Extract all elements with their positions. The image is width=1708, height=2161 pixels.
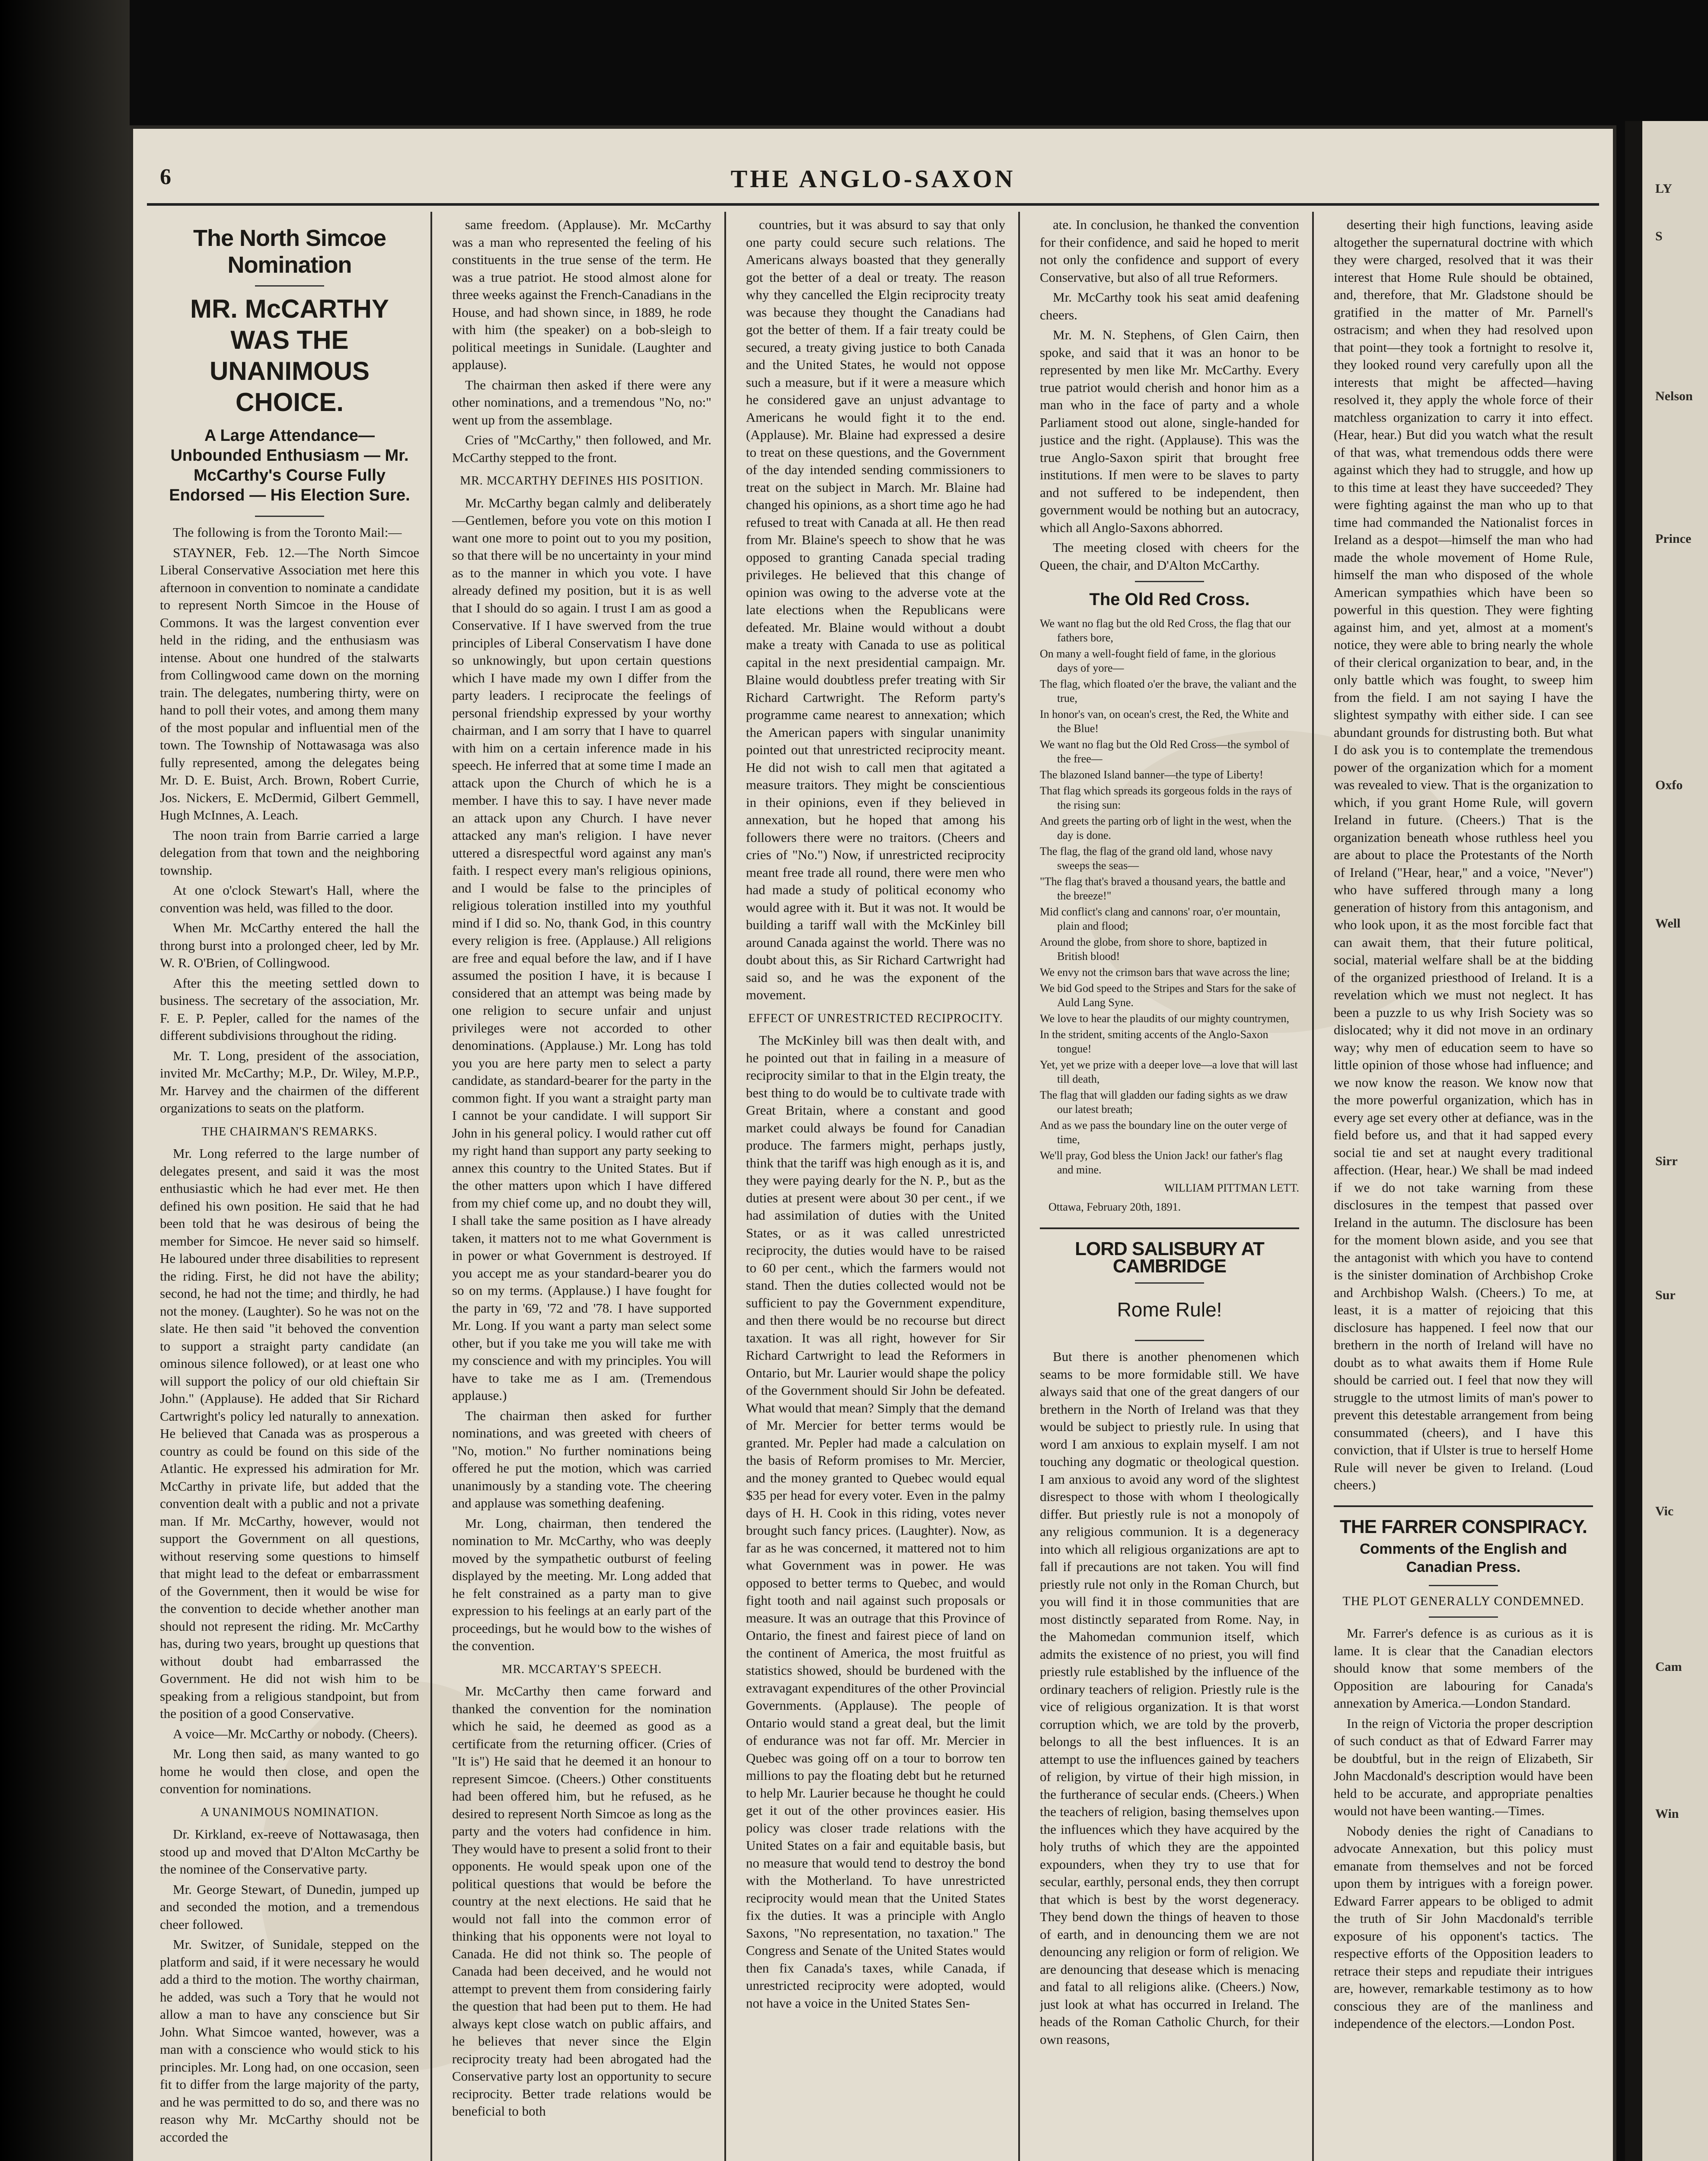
adjacent-fragment: Oxfo [1655,778,1683,792]
page-number: 6 [160,165,171,189]
newspaper-page [130,125,1616,2161]
divider [255,516,324,517]
paragraph: The chairman then asked if there were any other nominations, and a tremendous "No, no:" went up from the assemblage. [452,377,711,427]
adjacent-fragment: Nelson [1655,389,1693,403]
paragraph: The chairman then asked for further nominations, and was greeted with cheers of "No, motion." No further nominations being offered he put the motion, which was carried unanimously by a standing vote. The cheering and applause was something deafening. [452,1408,711,1511]
paragraph: deserting their high functions, leaving aside altogether the supernatural doctrine with which they were charged, resolved that it was their interest that Home Rule should be obtained, and, therefore, that Mr. Gladstone should be gratified in the matter of Mr. Parnell's ostracism; and when they had resolved upon that point—they took a fortnight to resolve it, they looked round very carefully upon all the interests that might be affected—having resolved it, they apply the whole force of their matchless organization to carry it into effect. (Hear, hear.) But did you watch what the result of that was, what tremendous odds there were against which they had to struggle, and how up to this time at least they have succeeded? They were fighting against the man who up to that time had commanded the Nationalist forces in Ireland as a despot—himself the man who had made the whole movement of Home Rule, himself the man who disposed of the whole American sympathies which have been so powerful in this question. They were fighting against him, and yet, almost at a moment's notice, they were able to bring nearly the whole of their clerical organization to bear, and, in the only battle which was fought, to sweep him from the field. I am not saying I have the slightest sympathy with either side. I can see abundant grounds for distrusting both. But what I do ask you is to contemplate the tremendous power of the organization which for a moment was revealed to view. That is the organization to which, if you grant Home Rule, will govern Ireland in future. (Cheers.) That is the organization beneath whose ruthless heel you are about to place the Protestants of the North of Ireland ("Hear, hear," and a voice, "Never") who have suffered through many a long generation of history from this antagonism, and who look upon, it as the most forcible fact that can await them, that their future political, social, material welfare shall be at the bidding of the organized priesthood of Ireland. It is a revelation which we must not neglect. It has been a puzzle to us why Irish Society was so dislocated; why it did not move in an ordinary way; why men of education seem to have so little opinion of those whose had influence; and we now know the reason. We know now that the more powerful organization, which has in every age set every other at defiance, was in the field before us, and that it had sapped every social tie and set at naught every traditional affection. (Hear, hear.) We shall be mad indeed if we do not take warning from these disclosures in the tempest that passed over Ireland in the autumn. The disclosure has been for the moment blown aside, and you see that the antagonist with which you have to contend is the sinister domination of Archbishop Croke and Archbishop Walsh. (Cheers.) To me, at least, it is a matter of rejoicing that this disclosure has happened. I feel now that our brethern in the north of Ireland will have no doubt as to what awaits them if Home Rule should be carried out. I feel that now they will struggle to the utmost limits of man's power to prevent this detestable arrangement from being consummated (cheers), and I have this conviction, that if Ulster is true to herself Home Rule will never be given to Ireland. (Loud cheers.) [1334,217,1593,1492]
adjacent-fragment: Sirr [1655,1154,1678,1168]
header-rule [147,203,1599,206]
poem-author: WILLIAM PITTMAN LETT. [1164,1181,1299,1194]
adjacent-fragment: Vic [1655,1504,1674,1518]
poem [1040,616,1299,1177]
adjacent-fragment: Cam [1655,1660,1682,1674]
article-headline: The North Simcoe Nomination [193,225,386,278]
divider [1135,1340,1204,1341]
paragraph: But there is another phenomenen which seams to be more formidable still. We have always said that one of the great dangers of our brethern in the North of Ireland was that they would be subject to priestly rule. In using that word I am anxious to explain myself. I am not touching any dogmatic or theological question. I am anxious to avoid any word of the slightest disrespect to those with whom I theologically differ. But priestly rule is not a monopoly of any religious communion. It is a degeneracy into which all religious organizations are apt to fall if precautions are not taken. You will find priestly rule not only in the Roman Church, but you will find it in those communities that are most distinctly separated from Rome. Nay, in the Mahomedan communion itself, which admits the existence of no priest, you will find priestly rule established by the influence of the ordinary teachers of religion. Priestly rule is the vice of religious organization. It is that worst corruption which, we are told by the proverb, belongs to all the best influences. It is an attempt to use the influences gained by teachers of religion, by virtue of their high mission, in the furtherance of secular ends. (Cheers.) When the teachers of religion, basing themselves upon the influences which they have acquired by the holy truths of which they are the appointed expounders, when they try to use that for secular, earthly, personal ends, they then corrupt that which is best by the worst degeneracy. They bend down the things of heaven to those of earth, and in denouncing them we are not denouncing any religion or form of religion. We are denouncing that desease which is menacing and fatal to all religions alike. (Cheers.) Now, just look at what has occurred in Ireland. The heads of the Roman Catholic Church, for their own reasons, [1040,1349,1299,2047]
poem-line: The flag, the flag of the grand old land, whose navy sweeps the seas— [1040,845,1273,872]
article-headline: THE FARRER CONSPIRACY. [1339,1516,1587,1537]
section-subhead: MR. MCCARTAY'S SPEECH. [501,1662,662,1676]
paragraph: At one o'clock Stewart's Hall, where the convention was held, was filled to the door. [160,883,419,915]
poem-line: We'll pray, God bless the Union Jack! our father's flag and mine. [1040,1149,1283,1176]
section-subhead: MR. MCCARTHY DEFINES HIS POSITION. [460,474,704,488]
section-rule [1040,1227,1299,1229]
adjacent-fragment: Prince [1655,532,1692,546]
paragraph: Dr. Kirkland, ex-reeve of Nottawasaga, then stood up and moved that D'Alton McCarthy be the nominee of the Conservative party. [160,1826,419,1877]
adjacent-fragment: Well [1655,916,1681,931]
adjacent-fragment: S [1655,229,1663,243]
poem-line: Around the globe, from shore to shore, baptized in British blood! [1040,935,1267,963]
section-subhead: THE CHAIRMAN'S REMARKS. [201,1125,378,1138]
paragraph: After this the meeting settled down to business. The secretary of the association, Mr. F. E. P. Pepler, called for the names of the different subdivisions throughout the riding. [160,975,419,1043]
poem-line: We want no flag but the Old Red Cross—the symbol of the free— [1040,738,1290,765]
column-rule [1018,212,1020,2161]
article-deck: Comments of the English and Canadian Press. [1360,1541,1567,1575]
column-5 [1334,216,1593,2161]
adjacent-fragment: Win [1655,1807,1679,1821]
poem-line: We want no flag but the old Red Cross, the flag that our fathers bore, [1040,617,1291,644]
paragraph: In the reign of Victoria the proper description of such conduct as that of Edward Farrer may be doubtful, but in the reign of Elizabeth, Sir John Macdonald's description would have been held to be accurate, and appropriate penalties would not have been wanting.—Times. [1334,1715,1593,1818]
paragraph: Mr. M. N. Stephens, of Glen Cairn, then spoke, and said that it was an honor to be represented by men like Mr. McCarthy. Every true patriot would cherish and honor him as a man who in the face of party and a whole Parliament stood out alone, single-handed for justice and the right. (Applause). This was the true Anglo-Saxon spirit that brought free institutions. If men were to be slaves to party and not suffered to be independent, then government would be nothing but an autocracy, which all Anglo-Saxons abhorred. [1040,327,1299,535]
divider [1135,581,1204,582]
paragraph: The McKinley bill was then dealt with, and he pointed out that in failing in a measure of reciprocity similar to that in the Elgin treaty, the best thing to do would be to cultivate trade with Great Britain, where a constant and good market could always be found for Canadian produce. The farmers might, perhaps justly, think that the tariff was high enough as it is, and they were paying dearly for the N. P., but as the duties at present were about 30 per cent., if we had assimilation of duties with the United States, or as it was called unrestricted reciprocity, the duties would have to be raised to 60 per cent., which the farmers would not stand. Then the duties collected would not be sufficient to pay the Government expenditure, and then there would be no recourse but direct taxation. It was all right, however for Sir Richard Cartwright to lead the Reformers in Ontario, but Mr. Laurier would shape the policy of the Government should Sir John be defeated. What would that mean? Simply that the demand of Mr. Mercier for better terms would be granted. Mr. Pepler had made a calculation on the basis of Reform promises to Mr. Mercier, and the money granted to Quebec would equal $35 per head for every voter. Even in the palmy days of H. H. Cook in this riding, votes never brought such fancy prices. (Laughter). Now, as far as he was concerned, it mattered not to him what Government was in power. He was opposed to better terms to Quebec, and would fight tooth and nail against such proposals or measure. It was an outrage that this Province of Ontario, the finest and fairest piece of land on the continent of America, the most fruitful as statistics showed, should be burdened with the extravagant expenditures of the other Provincial Governments. (Applause). The people of Ontario would stand a great deal, but the limit of endurance was not far off. Mr. Mercier in Quebec was going off on a tour to borrow ten millions to pay the floating debt but he returned to help Mr. Laurier because he thought he could get it out of the other provinces easier. His policy was closer trade relations with the United States on a fair and equitable basis, but no measure that would tend to destroy the bond with the Motherland. To have unrestricted reciprocity would mean that the United States fix the duties. It was a principle with Anglo Saxons, "No representation, no taxation." The Congress and Senate of the United States would then fix Canada's taxes, while Canada, if unrestricted reciprocity were adopted, would not have a voice in the United States Sen- [746,1033,1005,2011]
column-rule [724,212,726,2161]
column-3 [746,216,1005,2161]
section-rule [1334,1505,1593,1507]
paragraph: Mr. Farrer's defence is as curious as it is lame. It is clear that the Canadian electors should know that some members of the Opposition are labouring for Canada's annexation by America.—London Standard. [1334,1626,1593,1711]
section-subhead: THE PLOT GENERALLY CONDEMNED. [1342,1594,1584,1608]
poem-line: "The flag that's braved a thousand years, the battle and the breeze!" [1040,875,1286,902]
newspaper-title: THE ANGLO-SAXON [730,165,1016,193]
poem-line: And as we pass the boundary line on the outer verge of time, [1040,1119,1287,1146]
poem-line: We bid God speed to the Stripes and Stars for the sake of Auld Lang Syne. [1040,982,1296,1009]
section-subhead: EFFECT OF UNRESTRICTED RECIPROCITY. [748,1011,1003,1025]
poem-line: Yet, yet we prize with a deeper love—a love that will last till death, [1040,1058,1298,1085]
divider [1429,1585,1498,1586]
section-subhead: A UNANIMOUS NOMINATION. [200,1805,379,1819]
poem-line: The flag that will gladden our fading sights as we draw our latest breath; [1040,1088,1288,1116]
column-rule [430,212,432,2161]
paragraph: Nobody denies the right of Canadians to advocate Annexation, but this policy must emanate from themselves and not be forced upon them by intrigues with a foreign power. Edward Farrer appears to be obliged to admit the truth of Sir John Macdonald's terrible exposure of his opponent's tactics. The respective efforts of the Opposition leaders to retrace their steps and repudiate their intrigues are, however, remarkable testimony as to how conscious they are of the manliness and independence of the electors.—London Post. [1334,1823,1593,2031]
poem-line: The blazoned Island banner—the type of Liberty! [1040,768,1263,781]
poem-line: That flag which spreads its gorgeous folds in the rays of the rising sun: [1040,784,1292,811]
article-subheadline: MR. McCARTHY WAS THE UNANIMOUS CHOICE. [190,294,389,417]
paragraph: same freedom. (Applause). Mr. McCarthy was a man who represented the feeling of his constituents in the true sense of the term. He was a true patriot. He stood almost alone for three weeks against the French-Canadians in the House, and had shown since, in 1889, he rode with him (the speaker) on a bob-sleigh to political meetings in Sunidale. (Laughter and applause). [452,217,711,372]
poem-line: And greets the parting orb of light in the west, when the day is done. [1040,814,1291,841]
paragraph: Mr. T. Long, president of the association, invited Mr. McCarthy; M.P., Dr. Wiley, M.P.P., Mr. Harvey and the chairmen of the different organizations to seats on the platform. [160,1048,419,1116]
paragraph: countries, but it was absurd to say that only one party could secure such relations. The Americans always boasted that they generally got the better of a deal or treaty. The reason why they cancelled the Elgin reciprocity treaty was because they thought the Canadians had got the better of them. If a fair treaty could be secured, a treaty giving justice to both Canada and the United States, he would not oppose such a measure, but if it were a measure which he considered gave an unjust advantage to Americans he would fight it to the end. (Applause). Mr. Blaine had expressed a desire to treat on these questions, and the Government of the day intended sending commissioners to treat on the subject in March. Mr. Blaine had changed his opinions, as a short time ago he had refused to treat with Canada at all. He then read from Mr. Blaine's speech to show that he was opposed to granting Canada special trading privileges. He believed that this change of opinion was owing to the adverse vote at the late elections when the Republicans were defeated. Mr. Blaine would without a doubt make a treaty with Canada to use as political capital in the next presidential campaign. Mr. Blaine would doubtless prefer treating with Sir Richard Cartwright. The Reform party's programme came nearest to annexation; which the American papers with singular unanimity pointed out that unrestricted reciprocity meant. He did not wish to call men that agitated a measure traitors. They might be conscientious in their opinions, even if they believed in annexation, but he hoped that among his followers there were no traitors. (Cheers and cries of "No.") Now, if unrestricted reciprocity meant free trade all round, there were men who had made a study of political economy who would agree with it. But it was not. It would be building a tariff wall with the McKinley bill around Canada against the world. There was no doubt about this, as Sir Richard Cartwright had said so, and he was the exponent of the movement. [746,217,1005,1002]
paragraph: Mr. George Stewart, of Dunedin, jumped up and seconded the motion, and a tremendous cheer followed. [160,1881,419,1932]
paragraph: The meeting closed with cheers for the Queen, the chair, and D'Alton McCarthy. [1040,540,1299,573]
paragraph: STAYNER, Feb. 12.—The North Simcoe Liberal Conservative Association met here this afternoon in convention to nominate a candidate to represent North Simcoe in the House of Commons. It was the largest convention ever held in the riding, and the enthusiasm was intense. About one hundred of the stalwarts from Collingwood came down on the morning train. The delegates, numbering thirty, were on hand to poll their votes, and among them many of the most popular and influential men of the town. The Township of Nottawasaga was also fully represented, among the delegates being Mr. D. E. Buist, Arch. Brown, Robert Currie, Jos. Nickers, E. McDermid, Gilbert Gemmell, Hugh McInnes, A. Leach. [160,545,419,822]
article-deck: A Large Attendance—Unbounded Enthusiasm — Mr. McCarthy's Course Fully Endorsed — His Election Sure. [169,427,410,504]
masthead [130,164,1616,199]
paragraph: When Mr. McCarthy entered the hall the throng burst into a prolonged cheer, led by Mr. W. R. O'Brien, of Collingwood. [160,920,419,970]
paragraph: ate. In conclusion, he thanked the convention for their confidence, and said he hoped to merit not only the confidence and support of every Conservative, but also of all true Reformers. [1040,217,1299,285]
paragraph: The noon train from Barrie carried a large delegation from that town and the neighboring township. [160,827,419,878]
paragraph: A voice—Mr. McCarthy or nobody. (Cheers). [173,1726,418,1741]
poem-dateline: Ottawa, February 20th, 1891. [1048,1201,1181,1213]
paragraph: Mr. Switzer, of Sunidale, stepped on the platform and said, if it were necessary he would add a third to the motion. The worthy chairman, he added, was such a Tory that he would not allow a man to have any conscience but Sir John. What Simcoe wanted, however, was a man with a conscience who would stick to his principles. Mr. Long had, on one occasion, seen fit to differ from the large majority of the party, and he was permitted to do so, and there was no reason why Mr. McCarthy should not be accorded the [160,1937,419,2145]
poem-line: Mid conflict's clang and cannons' roar, o'er mountain, plain and flood; [1040,905,1281,932]
poem-line: On many a well-fought field of fame, in the glorious days of yore— [1040,647,1276,674]
article-headline: LORD SALISBURY AT CAMBRIDGE [1075,1238,1264,1277]
column-1 [160,216,419,2161]
poem-line: The flag, which floated o'er the brave, the valiant and the true, [1040,677,1297,704]
paragraph: Mr. McCarthy took his seat amid deafening cheers. [1040,290,1299,322]
divider [255,285,324,287]
poem-line: We envy not the crimson bars that wave across the line; [1040,966,1290,979]
paragraph: The following is from the Toronto Mail:— [173,525,402,540]
adjacent-page-gutter [1625,121,1642,2161]
adjacent-page-edge [1625,121,1708,2161]
divider [1429,1616,1498,1618]
column-2 [452,216,711,2161]
paragraph: Mr. Long then said, as many wanted to go home he would then close, and open the convention for nominations. [160,1746,419,1796]
adjacent-fragment: LY [1655,182,1672,196]
paragraph: Mr. Long, chairman, then tendered the nomination to Mr. McCarthy, who was deeply moved by the sympathetic outburst of feeling displayed by the meeting. Mr. Long added that he felt constrained as a party man to give expression to his feelings at an early part of the proceedings, but he would bow to the wishes of the convention. [452,1515,711,1653]
poem-line: In honor's van, on ocean's crest, the Red, the White and the Blue! [1040,708,1289,735]
paragraph: Mr. Long referred to the large number of delegates present, and said it was the most enthusiastic which he had ever met. He then defined his own position. He said that he had been told that he was desirous of being the member for Simcoe. He never said so himself. He laboured under three disabilities to represent the riding. First, he did not have the ability; second, he had not the time; and thirdly, he had not the money. (Laughter). So he was not on the slate. He then said "it behoved the convention to support a straight party candidate (an ominous silence followed), or at least one who will support the policy of our old chieftain Sir John." (Applause). He added that Sir Richard Cartwright's policy led naturally to annexation. He believed that Canada was as prosperous a country as could be found on this side of the Atlantic. He expressed his admiration for Mr. McCarthy in private life, but added that the convention dealt with a public and not a private man. If Mr. McCarthy, however, would not support the Government on all questions, without reserving some questions to himself that might lead to the defeat or embarrassment of the Government, then it would be wise for the convention to decide whether another man should not represent the riding. Mr. McCarthy has, during two years, brought up questions that without doubt had embarrassed the Government. He did not wish him to be speaking from a religious standpoint, but from the position of a good Conservative. [160,1146,419,1721]
paragraph: Mr. McCarthy then came forward and thanked the convention for the nomination which he said, he deemed as good as a certificate from the returning officer. (Cries of "It is") He said that he deemed it an honour to represent Simcoe. (Cheers.) Other constituents had been offered him, but he refused, as he desired to represent North Simcoe as long as the party and the voters had confidence in him. They would have to present a solid front to their opponents. He would speak upon one of the political questions that would be before the country at the next elections. He said that he would not fall into the common error of thinking that his opponents were not loyal to Canada. He did not think so. The people of Canada had been deceived, and he would not attempt to prevent them from considering fairly the question that had been put to them. He had always kept close watch on public affairs, and he believes that never since the Elgin reciprocity treaty had been abrogated had the Conservative party lost an opportunity to secure reciprocity. Better trade relations would be beneficial to both [452,1683,711,2119]
column-4 [1040,216,1299,2161]
poem-title: The Old Red Cross. [1089,590,1250,609]
poem-line: We love to hear the plaudits of our mighty countrymen, [1040,1012,1289,1025]
column-rule [1312,212,1314,2161]
paragraph: Mr. McCarthy began calmly and deliberately—Gentlemen, before you vote on this motion I want one more to point out to you my position, so that there will be no uncertainty in your mind as to the manner in which you vote. I have already defined my position, but it is as well that I should do so again. I trust I am as good a Conservative. If I have swerved from the true principles of Liberal Conservatism I have done so unknowingly, but upon certain questions which I have made my own I differ from the party leaders. I reciprocate the feelings of personal friendship expressed by your worthy chairman, and I am sorry that I have to quarrel with him on a certain inference made in his speech. He inferred that at some time I made an attack upon the Church of which he is a member. I have this to say. I have never made an attack upon any Church. I have never attacked any man's religion. I have never uttered a disrespectful word against any man's faith. I respect every man's religious opinions, and I would be false to the principles of religious toleration instilled into my youthful mind if I did so. No, thank God, in this country every religion is free. (Applause.) All religions are free and equal before the law, and if I have assumed the position I have, it is because I considered that an attempt was being made by one religion to secure unfair and unjust privileges were not accorded to other denominations. (Applause.) Mr. Long has told you you are here party men to select a party candidate, as standard-bearer for the party in the common fight. If you want a straight party man I cannot be your candidate. I will support Sir John in his general policy. I would rather cut off my right hand than support any party seeking to annex this country to the United States. But if the other matters upon which I have differed from my chief come up, and no doubt they will, I shall take the same position as I have already taken, it matters not to me what Government is in power or what Government is destroyed. If you accept me as your standard-bearer you do so on my terms. (Applause.) I have fought for the party in '69, '72 and '78. I have supported Mr. Long. If you want a party man select some other, but if you take me you will take me with my conscience and with my principles. You will have to take me as I am. (Tremendous applause.) [452,495,711,1403]
book-binding-shadow [0,0,130,2161]
article-subheadline: Rome Rule! [1117,1298,1222,1321]
paragraph: Cries of "McCarthy," then followed, and Mr. McCarthy stepped to the front. [452,432,711,465]
divider [1135,1282,1204,1284]
poem-line: In the strident, smiting accents of the Anglo-Saxon tongue! [1040,1028,1268,1055]
adjacent-fragment: Sur [1655,1288,1676,1302]
